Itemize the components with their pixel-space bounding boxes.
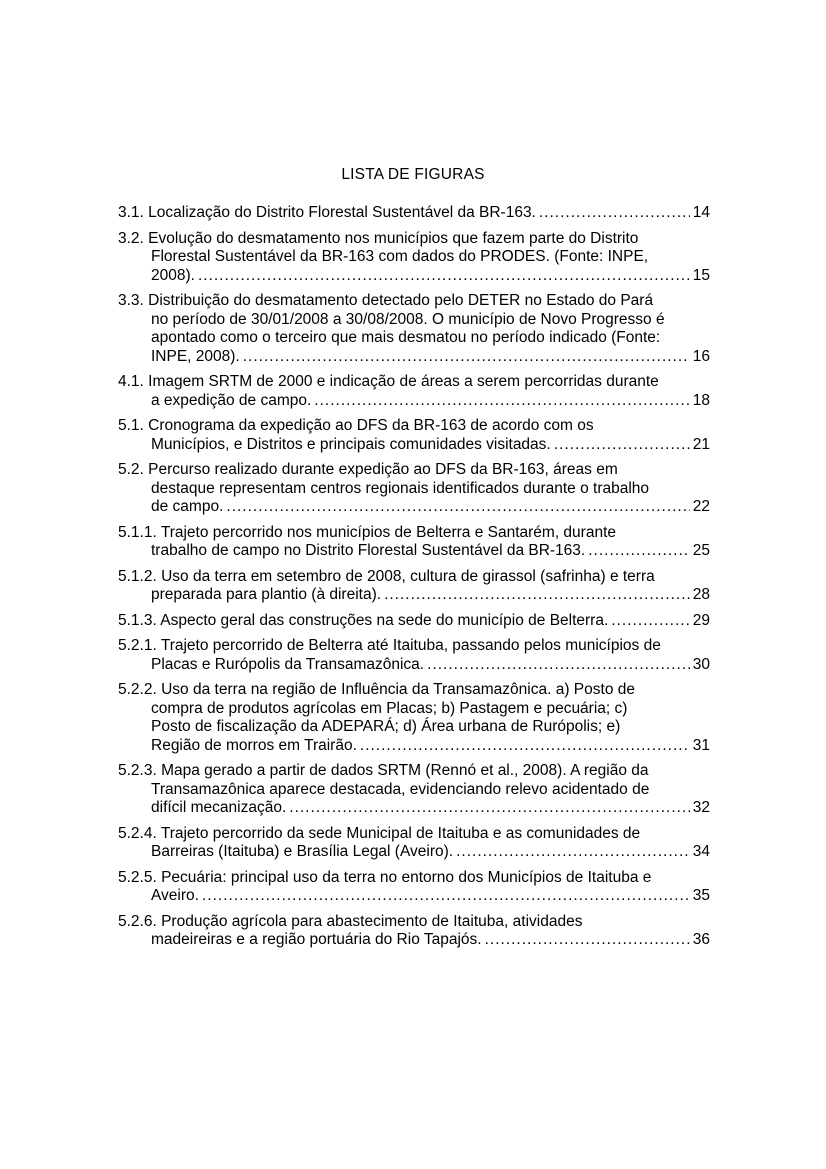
figure-caption-line: 3.3. Distribuição do desmatamento detectado pelo DETER no Estado do Pará <box>118 292 654 309</box>
figure-list-item <box>118 292 710 366</box>
dot-leader <box>384 586 690 605</box>
figure-list-item <box>118 869 710 906</box>
dot-leader <box>588 542 690 561</box>
figure-number: 5.1.3. <box>118 611 161 629</box>
dot-leader <box>226 498 689 517</box>
page-number: 21 <box>692 435 710 453</box>
dot-leader <box>485 931 690 950</box>
dot-leader <box>243 348 690 367</box>
figure-caption-line: no período de 30/01/2008 a 30/08/2008. O município de Novo Progresso é <box>151 310 665 328</box>
figure-list-item <box>118 681 710 755</box>
figure-caption-line: Barreiras (Itaituba) e Brasília Legal (Aveiro). <box>151 843 454 860</box>
figure-caption-line: madeireiras e a região portuária do Rio Tapajós. <box>151 931 482 948</box>
page-number: 36 <box>692 931 710 948</box>
page-number: 16 <box>692 347 710 365</box>
figure-caption-line: Florestal Sustentável da BR-163 com dados do PRODES. (Fonte: INPE, <box>151 248 649 265</box>
page-number: 31 <box>692 736 710 754</box>
page-number: 22 <box>692 498 710 515</box>
figure-number: 5.1.2. <box>118 567 162 585</box>
figure-number: 5.2.3. <box>118 762 162 779</box>
figure-list-item <box>118 762 710 818</box>
dot-leader <box>456 843 690 862</box>
page-number: 28 <box>692 586 710 603</box>
figure-number: 5.2.5. <box>118 868 162 886</box>
figure-caption-line: INPE, 2008). <box>151 347 240 365</box>
dot-leader <box>360 737 690 756</box>
figure-list-item <box>118 913 710 950</box>
figure-number: 5.1. <box>118 417 149 434</box>
figure-caption-line: 5.2. Percurso realizado durante expedição ao DFS da BR-163, áreas em <box>118 461 618 478</box>
figure-number: 3.3. <box>118 292 149 309</box>
figure-caption-line: a expedição de campo. <box>151 391 312 409</box>
figure-list-item <box>118 373 710 410</box>
figure-caption-line: 5.1.1. Trajeto percorrido nos municípios de Belterra e Santarém, durante <box>118 523 616 541</box>
figure-caption-line: Região de morros em Trairão. <box>151 736 357 754</box>
figure-number: 5.2. <box>118 461 149 478</box>
figure-caption-line: Placas e Rurópolis da Transamazônica. <box>151 655 425 673</box>
figure-caption-line: 5.2.3. Mapa gerado a partir de dados SRTM (Rennó et al., 2008). A região da <box>118 762 649 779</box>
dot-leader <box>314 392 689 411</box>
figure-list-item <box>118 825 710 862</box>
page-number: 29 <box>692 611 710 629</box>
dot-leader <box>554 436 690 455</box>
figure-list-item <box>118 230 710 286</box>
dot-leader <box>611 612 689 631</box>
figure-caption-line: apontado como o terceiro que mais desmatou no período indicado (Fonte: <box>151 329 661 346</box>
figure-list <box>118 204 710 957</box>
figure-caption-line: 5.2.2. Uso da terra na região de Influência da Transamazônica. a) Posto de <box>118 681 635 698</box>
page-title: LISTA DE FIGURAS <box>341 166 485 183</box>
figure-list-item <box>118 204 710 223</box>
figure-number: 5.2.1. <box>118 637 161 654</box>
figure-number: 5.2.4. <box>118 824 161 842</box>
figure-list-item <box>118 568 710 605</box>
figure-caption-line: 5.2.5. Pecuária: principal uso da terra no entorno dos Municípios de Itaituba e <box>118 868 652 886</box>
figure-caption-line: 2008). <box>151 266 195 284</box>
figure-number: 3.1. <box>118 204 149 221</box>
figure-caption-line: Transamazônica aparece destacada, evidenciando relevo acidentado de <box>151 780 650 798</box>
figure-caption-line: 5.1.2. Uso da terra em setembro de 2008, cultura de girassol (safrinha) e terra <box>118 567 655 585</box>
figure-caption-line: Aveiro. <box>151 887 199 904</box>
dot-leader <box>198 267 690 286</box>
figure-list-item <box>118 461 710 517</box>
figure-caption-line: 3.2. Evolução do desmatamento nos municípios que fazem parte do Distrito <box>118 229 639 247</box>
dot-leader <box>539 204 690 223</box>
page-number: 25 <box>692 542 710 559</box>
figure-caption-line: trabalho de campo no Distrito Florestal Sustentável da BR-163. <box>151 542 586 559</box>
figure-number: 5.2.6. <box>118 912 162 930</box>
dot-leader <box>289 799 689 818</box>
figure-caption-line: 5.1. Cronograma da expedição ao DFS da BR-163 de acordo com os <box>118 417 594 434</box>
page-number: 14 <box>692 204 710 221</box>
figure-caption-line: 3.1. Localização do Distrito Florestal Sustentável da BR-163. <box>118 204 536 221</box>
page-number: 32 <box>692 799 710 816</box>
figure-list-item <box>118 612 710 631</box>
figure-caption-line: 4.1. Imagem SRTM de 2000 e indicação de áreas a serem percorridas durante <box>118 373 659 390</box>
figure-caption-line: Municípios, e Distritos e principais comunidades visitadas. <box>151 435 551 453</box>
page-number: 15 <box>692 266 710 284</box>
figure-list-item <box>118 637 710 674</box>
figure-number: 3.2. <box>118 229 149 247</box>
figure-number: 4.1. <box>118 373 149 390</box>
figure-caption-line: compra de produtos agrícolas em Placas; b) Pastagem e pecuária; c) <box>151 699 628 717</box>
figure-caption-line: de campo. <box>151 498 224 515</box>
page-number: 30 <box>692 655 710 673</box>
figure-caption-line: destaque representam centros regionais identificados durante o trabalho <box>151 479 650 497</box>
figure-number: 5.1.1. <box>118 523 161 541</box>
dot-leader <box>202 887 690 906</box>
figure-caption-line: 5.1.3. Aspecto geral das construções na sede do município de Belterra. <box>118 611 609 629</box>
page-number: 35 <box>692 887 710 904</box>
figure-caption-line: Posto de fiscalização da ADEPARÁ; d) Área urbana de Rurópolis; e) <box>151 718 621 735</box>
figure-list-item <box>118 524 710 561</box>
figure-caption-line: difícil mecanização. <box>151 799 287 816</box>
dot-leader <box>427 656 690 675</box>
page-number: 18 <box>692 391 710 409</box>
page-number: 34 <box>692 843 710 860</box>
figure-caption-line: 5.2.1. Trajeto percorrido de Belterra até Itaituba, passando pelos municípios de <box>118 637 661 654</box>
figure-caption-line: 5.2.4. Trajeto percorrido da sede Municipal de Itaituba e as comunidades de <box>118 824 641 842</box>
figure-caption-line: preparada para plantio (à direita). <box>151 586 382 603</box>
figure-caption-line: 5.2.6. Produção agrícola para abastecimento de Itaituba, atividades <box>118 912 583 930</box>
figure-number: 5.2.2. <box>118 681 162 698</box>
figure-list-item <box>118 417 710 454</box>
